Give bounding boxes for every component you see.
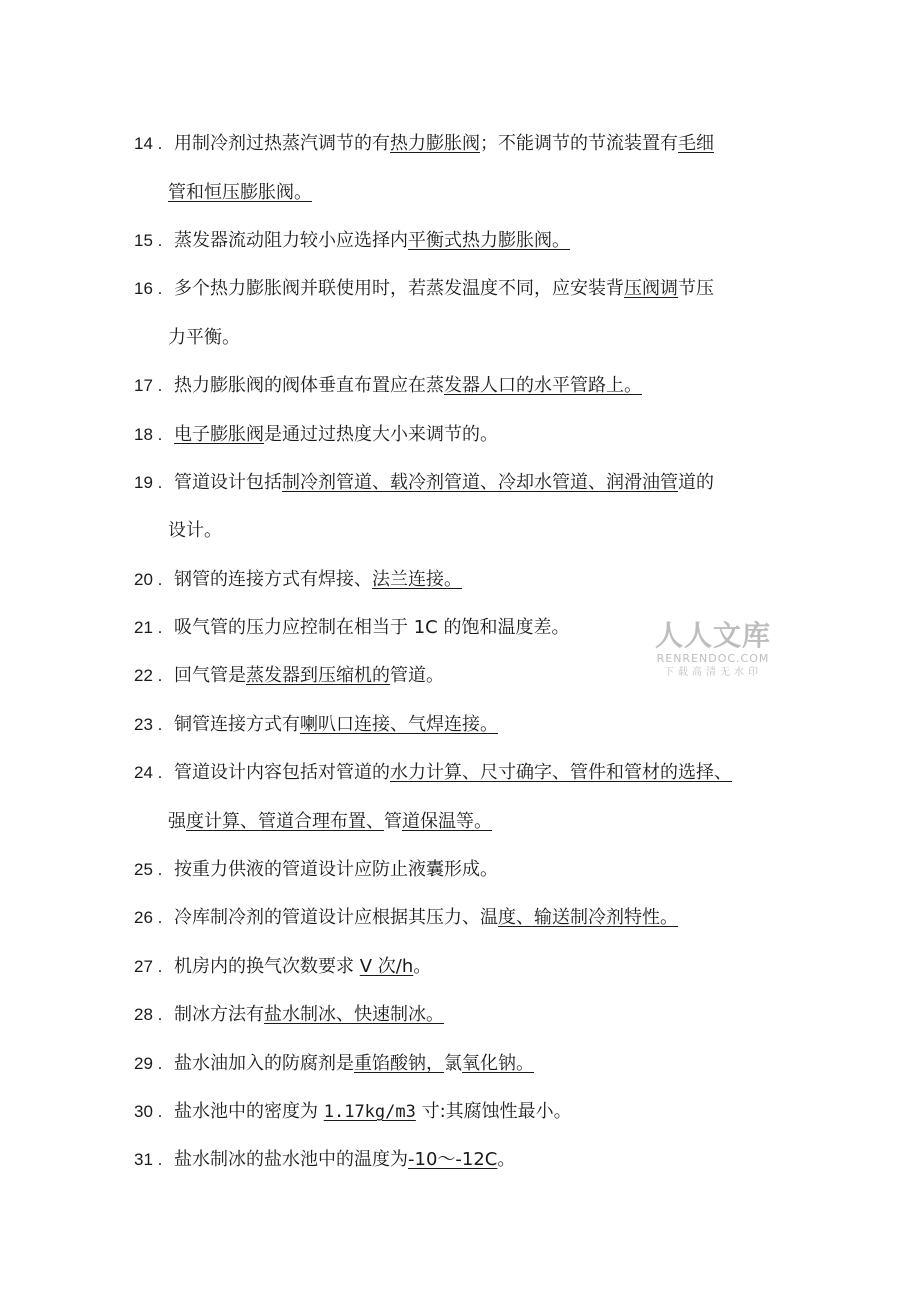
- list-item-continuation: [168, 519, 222, 543]
- item-text: 吸气管的压力应控制在相当于 1C 的饱和温度差。: [174, 617, 570, 638]
- answer-underline: 法兰连接。: [372, 569, 462, 590]
- item-text: 。: [413, 956, 432, 977]
- item-text: 多个热力膨胀阀并联使用时，若蒸发温度不同，应安装背: [174, 278, 624, 299]
- item-text: 设计。: [168, 520, 222, 541]
- answer-underline: 发器人口的水平管路上。: [444, 375, 642, 396]
- answer-underline: 制冷剂管道、载冷剂管道、冷却水管道、润滑油管: [282, 472, 678, 493]
- list-item: [134, 1148, 515, 1172]
- item-text: 寸:其腐蚀性最小。: [415, 1101, 572, 1122]
- item-text: ；不能调节的节流装置有: [480, 133, 678, 154]
- item-text: 力平衡。: [168, 327, 240, 348]
- list-item: [134, 132, 714, 156]
- watermark-title: 人人文库: [654, 619, 771, 652]
- list-item: [134, 664, 444, 688]
- item-number: 18 .: [134, 425, 163, 444]
- list-item: [134, 906, 678, 930]
- item-text: 回气管是: [174, 665, 246, 686]
- answer-underline: -10～-12C: [408, 1149, 498, 1170]
- list-item: [134, 761, 732, 785]
- list-item: [134, 1003, 444, 1027]
- answer-underline: 管和恒压膨胀阀。: [168, 182, 312, 203]
- item-number: 15 .: [134, 231, 163, 250]
- answer-underline: 热力膨胀阀: [390, 133, 480, 154]
- item-number: 19 .: [134, 473, 163, 492]
- list-item: [134, 568, 462, 592]
- watermark-tagline: 下载高清无水印: [664, 667, 762, 678]
- item-number: 27 .: [134, 957, 163, 976]
- item-number: 30 .: [134, 1102, 163, 1121]
- item-number: 16 .: [134, 279, 163, 298]
- watermark-logo: [648, 620, 778, 680]
- answer-underline: 电子膨胀阀: [174, 424, 264, 445]
- list-item: [134, 713, 498, 737]
- item-text: 是通过过热度大小来调节的。: [264, 424, 498, 445]
- item-number: 26 .: [134, 908, 163, 927]
- item-text: 管道设计内容包括对管道的: [174, 762, 390, 783]
- list-item-continuation: [168, 181, 312, 205]
- item-text: 。: [497, 1149, 516, 1170]
- list-item: [134, 955, 431, 979]
- item-text: 管: [384, 811, 402, 832]
- list-item: [134, 277, 714, 301]
- item-text: 蒸发器流动阻力较小应选择内: [174, 230, 408, 251]
- item-text: 管道设计包括: [174, 472, 282, 493]
- answer-underline: 水力计算、尺寸确字、管件和管材的选择、: [390, 762, 732, 783]
- answer-underline: 盐水制冰、快速制冰。: [264, 1004, 444, 1025]
- item-text: 管道。: [390, 665, 444, 686]
- answer-underline: 喇叭口连接、气焊连接。: [300, 714, 498, 735]
- item-text: 盐水油加入的防腐剂是: [174, 1053, 354, 1074]
- item-number: 20 .: [134, 570, 163, 589]
- answer-underline: 1.17kg/m3: [323, 1102, 416, 1122]
- item-text: 盐水制冰的盐水池中的温度为: [174, 1149, 408, 1170]
- item-text: 冷库制冷剂的管道设计应根据其压力、温: [174, 907, 498, 928]
- item-text: 铜管连接方式有: [174, 714, 300, 735]
- answer-underline: 度计算、管道合理布置、: [186, 811, 384, 832]
- list-item: [134, 616, 569, 640]
- item-number: 29 .: [134, 1054, 163, 1073]
- answer-underline: 毛细: [678, 133, 714, 154]
- list-item: [134, 229, 570, 253]
- item-text: 用制冷剂过热蒸汽调节的有: [174, 133, 390, 154]
- item-text: 钢管的连接方式有焊接、: [174, 569, 372, 590]
- list-item: [134, 471, 714, 495]
- item-number: 22 .: [134, 666, 163, 685]
- answer-underline: 平衡式热力膨胀阀。: [408, 230, 570, 251]
- list-item-continuation: [168, 326, 240, 350]
- item-text: 氯: [444, 1053, 462, 1074]
- answer-underline: 重馅酸钠，: [354, 1053, 444, 1074]
- item-text: 机房内的换气次数要求: [174, 956, 360, 977]
- item-number: 24 .: [134, 763, 163, 782]
- list-item-continuation: [168, 810, 492, 834]
- answer-underline: 氧化钠。: [462, 1053, 534, 1074]
- item-number: 14 .: [134, 134, 163, 153]
- item-number: 28 .: [134, 1005, 163, 1024]
- answer-underline: 压阀调: [624, 278, 678, 299]
- watermark-domain: RENRENDOC.COM: [656, 652, 770, 665]
- item-text: 制冰方法有: [174, 1004, 264, 1025]
- list-item: [134, 423, 498, 447]
- item-number: 21 .: [134, 618, 163, 637]
- list-item: [134, 374, 642, 398]
- item-text: 按重力供液的管道设计应防止液囊形成。: [174, 859, 498, 880]
- list-item: [134, 1100, 572, 1124]
- answer-underline: 度、输送制冷剂特性。: [498, 907, 678, 928]
- item-number: 31 .: [134, 1150, 163, 1169]
- list-item: [134, 1052, 534, 1076]
- item-text: 道的: [678, 472, 714, 493]
- answer-underline: 蒸发器到压缩机的: [246, 665, 390, 686]
- item-text: 强: [168, 811, 186, 832]
- item-text: 热力膨胀阀的阀体垂直布置应在蒸: [174, 375, 444, 396]
- item-number: 17 .: [134, 376, 163, 395]
- answer-underline: V 次/h: [359, 956, 414, 977]
- item-number: 25 .: [134, 860, 163, 879]
- item-text: 盐水池中的密度为: [174, 1101, 324, 1122]
- answer-underline: 道保温等。: [402, 811, 492, 832]
- item-number: 23 .: [134, 715, 163, 734]
- list-item: [134, 858, 498, 882]
- item-text: 节压: [678, 278, 714, 299]
